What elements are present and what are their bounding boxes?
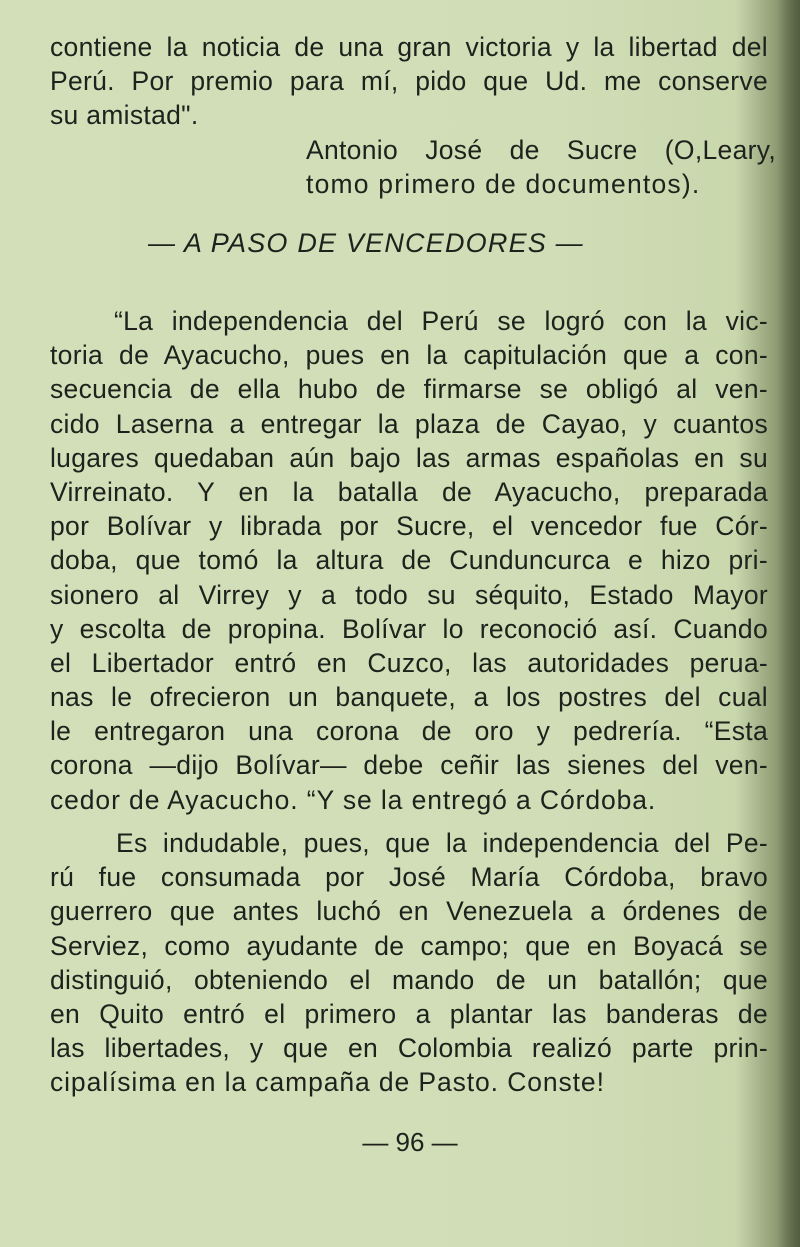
text-line: nas le ofrecieron un banquete, a los postres del cual: [50, 682, 768, 713]
text-line: en Quito entró el primero a plantar las banderas de: [50, 998, 768, 1029]
signature-block: [306, 133, 776, 201]
text-line: su amistad".: [50, 100, 199, 131]
text-line: distinguió, obteniendo el mando de un batallón; que: [50, 964, 768, 995]
text-line: y escolta de propina. Bolívar lo reconoció así. Cuando: [50, 613, 768, 644]
text-line: Virreinato. Y en la batalla de Ayacucho, preparada: [50, 476, 768, 507]
text-line: doba, que tomó la altura de Cunduncurca e hizo pri-: [50, 545, 768, 576]
page-edge-shadow: [778, 0, 800, 1247]
text-line: cido Laserna a entregar la plaza de Cayao, y cuantos: [50, 408, 768, 439]
text-line: le entregaron una corona de oro y pedrería. “Esta: [50, 716, 768, 747]
page-number: — 96 —: [362, 1127, 458, 1157]
text-line: “La independencia del Perú se logró con la vic-: [114, 306, 768, 336]
signature-line: tomo primero de documentos).: [306, 169, 701, 200]
text-line: contiene la noticia de una gran victoria y la libertad del: [50, 32, 768, 62]
text-line: secuencia de ella hubo de firmarse se obligó al ven-: [50, 374, 768, 405]
text-line: por Bolívar y librada por Sucre, el vencedor fue Cór-: [50, 511, 768, 542]
text-line: lugares quedaban aún bajo las armas españolas en su: [50, 442, 768, 473]
text-line: el Libertador entró en Cuzco, las autoridades perua-: [50, 647, 768, 678]
text-line: sionero al Virrey y a todo su séquito, Estado Mayor: [50, 579, 768, 610]
text-line: cipalísima en la campaña de Pasto. Conste!: [50, 1067, 605, 1098]
text-line: las libertades, y que en Colombia realizó parte prin-: [50, 1033, 768, 1064]
section-heading: — A PASO DE VENCEDORES —: [148, 228, 584, 258]
text-line: toria de Ayacucho, pues en la capitulación que a con-: [50, 340, 768, 371]
letter-closing-text: [50, 30, 768, 133]
paragraph-2: [50, 826, 768, 1100]
text-line: corona —dijo Bolívar— debe ceñir las sienes del ven-: [50, 750, 768, 781]
text-line: Perú. Por premio para mí, pido que Ud. me conserve: [50, 66, 768, 97]
text-line: Es indudable, pues, que la independencia del Pe-: [116, 828, 768, 858]
text-line: rú fue consumada por José María Córdoba, bravo: [50, 862, 768, 893]
text-line: guerrero que antes luchó en Venezuela a órdenes de: [50, 896, 768, 927]
paragraph-1: [50, 304, 768, 817]
text-line: cedor de Ayacucho. “Y se la entregó a Córdoba.: [50, 784, 657, 815]
text-line: Serviez, como ayudante de campo; que en Boyacá se: [50, 930, 768, 961]
signature-line: Antonio José de Sucre (O,Leary,: [306, 135, 776, 165]
